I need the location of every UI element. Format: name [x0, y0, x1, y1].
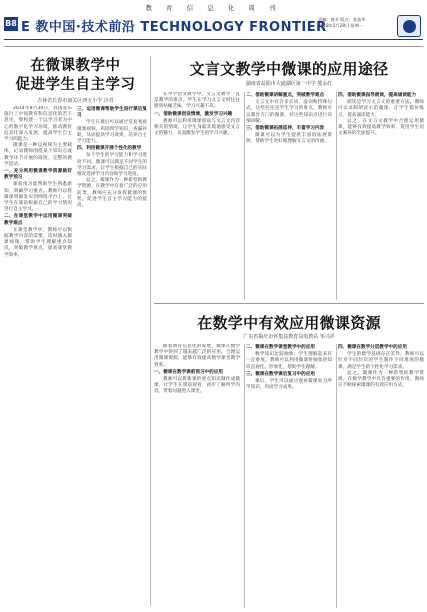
right-top-article-body — [154, 92, 424, 300]
paragraph: 在中学语文教学中，文言文教学一直是教学的难点。学生在学习文言文时往往感到枯燥乏味，学习兴趣不高。 — [154, 92, 240, 110]
right-top-article-title: 文言文教学中微课的应用途径 — [189, 60, 389, 78]
section-title: E 教中国·技术前沿 TECHNOLOGY FRONTIER — [21, 20, 327, 35]
paragraph: 文言文中有许多实词、虚词和特殊句式，这些往往是学生学习的难点。教师可以制作专门的微课，对这些知识点进行详细讲解。 — [246, 100, 332, 124]
column-separator — [244, 344, 245, 608]
paragraph: 总之，微课作为一种新型的教学资源，在教学中有着广泛的应用前景。教师应充分发挥微课的优势，促进学生自主学习能力的提高。 — [77, 178, 147, 209]
subheading: 三、运用微课帮助学生进行课后复习 — [77, 107, 147, 119]
right-top-article-byline: 湖南省益阳市大通湖区第一中学 熊永红 — [245, 81, 333, 87]
left-article-column-2 — [77, 106, 147, 606]
paragraph: 学生的数学基础存在差异，教师可以针对不同层次的学生制作不同难度的微课，满足学生的个性化学习需求。 — [338, 352, 424, 370]
middle-divider — [154, 303, 424, 304]
column-separator — [244, 92, 245, 300]
paragraph: 在课堂教学中，教师可以根据教学内容的需要，适时插入微课视频，帮助学生理解重点知识，突破教学难点，提高课堂教学效率。 — [4, 227, 72, 258]
subheading: 四、利用微课开展个性化的教学 — [77, 146, 142, 152]
paragraph: 2014年9月30日，我国发布施行了中国教育和信息化的若干意见，要构建一个以学习者为中心的数字化学习环境，推动教育信息化深入发展，提高学生自主学习的能力。 — [4, 106, 72, 143]
top-divider — [4, 46, 423, 47]
paragraph: 学生在课后可以通过反复观看微课视频，巩固所学知识，查漏补缺，从而提高学习效果，培养自主学习能力。 — [77, 120, 147, 145]
paragraph: 微课可以为学生提供丰富的拓展资源，帮助学生更好地理解文言文的内涵。 — [246, 133, 332, 145]
subheading: 四、微课在数学分层教学中的应用 — [338, 345, 407, 350]
edition-date-line: 2018年5月28日 星期一 — [318, 23, 364, 28]
paragraph: 课前预习能帮助学生熟悉新知，明确学习重点。教师可以将微课资源发布到网络平台上，让学生在课前根据自己的学习情况进行自主学习。 — [4, 182, 72, 213]
masthead-logo-icon — [397, 15, 421, 37]
paragraph: 微课是一种以视频为主要载体，记录教师围绕某个知识点或教学环节开展的简短、完整的教学活动。 — [4, 143, 72, 167]
column-separator — [150, 56, 151, 606]
paragraph: 每个学生的学习能力和学习进度不同，微课可以满足不同学生的学习需求，让学生根据自己的实际情况选择学习内容和学习进度。 — [77, 153, 147, 178]
header-motto: 教 育 信 息 化 周 刊 — [145, 4, 282, 12]
edition-editor-line: 责编：鲁芳 版式：张劲华 — [318, 17, 366, 22]
right-bottom-article-body — [154, 344, 424, 608]
right-bottom-column-3 — [338, 344, 424, 608]
subheading: 二、微课在数学课堂教学中的应用 — [246, 345, 315, 350]
page-number-badge: B8 — [4, 17, 18, 31]
right-bottom-column-2 — [246, 344, 332, 608]
edition-info — [318, 17, 390, 29]
right-bottom-article-byline: 广东省揭庆市怀集县教育局电教站 邹兴祥 — [243, 334, 335, 340]
column-separator — [336, 92, 337, 300]
paragraph: 总之，微课作为一种新型的教学资源，在数学教学中具有重要的作用，教师应不断探索微课的有效应用方式。 — [338, 370, 424, 389]
paragraph: 课后，学生可以通过观看微课复习所学知识，巩固学习成果。 — [246, 379, 332, 391]
right-bottom-column-1 — [154, 344, 240, 608]
paragraph: 总之，在文言文教学中合理运用微课，能够有效提高教学效率，促进学生语文素养的全面提升。 — [338, 118, 424, 137]
column-separator — [336, 344, 337, 608]
left-article-byline: 吉林省长春市南关区西五小学 冷君 — [37, 98, 114, 104]
subheading: 一、微课在数学课前预习中的应用 — [154, 369, 223, 375]
right-bottom-article-title: 在数学中有效应用微课资源 — [197, 314, 381, 332]
right-top-column-3 — [338, 92, 424, 300]
left-article-column-1 — [4, 106, 72, 606]
right-top-column-1 — [154, 92, 240, 300]
paragraph: 随着教育信息化的发展，微课在数学教学中得到了越来越广泛的应用。合理运用微课资源，能够有效提高数学课堂教学效率。 — [154, 344, 240, 368]
subheading: 三、微课在数学课后复习中的应用 — [246, 371, 315, 377]
right-top-column-2 — [246, 92, 332, 300]
subheading: 四、借助微课指导朗读，提高诵读能力 — [338, 93, 417, 98]
left-article-header — [4, 56, 147, 104]
subheading: 一、借助微课创设情境，激发学习兴趣 — [154, 111, 233, 117]
subheading: 二、借助微课讲解重点，突破教学难点 — [246, 93, 325, 98]
paragraph: 教师可以利用微课创设与文言文内容相关的情境，让学生身临其境地感受文言文的魅力，从而激发学生的学习兴趣。 — [154, 118, 240, 137]
subheading: 一、充分利用微课教学资源做好教学预习 — [4, 169, 72, 181]
subheading: 二、在课堂教学中运用微课突破教学难点 — [4, 214, 72, 226]
paragraph: 数学知识比较抽象，学生理解起来有一定难度。教师可以利用微课将抽象的知识直观化、形象化，帮助学生理解。 — [246, 352, 332, 370]
paragraph: 朗读是学习文言文的重要方法。教师可以录制朗读示范微课，让学生模仿练习，提高诵读能力。 — [338, 100, 424, 118]
paragraph: 教师可以将新课的重点知识制作成微课，让学生在课前观看，初步了解所学内容，带着问题进入课堂。 — [154, 377, 240, 395]
subheading: 三、借助微课拓展延伸，丰富学习内容 — [246, 126, 325, 132]
left-article-title-line2: 促进学生自主学习 — [15, 76, 136, 93]
left-article-title-line1: 在微课教学中 — [30, 57, 121, 74]
